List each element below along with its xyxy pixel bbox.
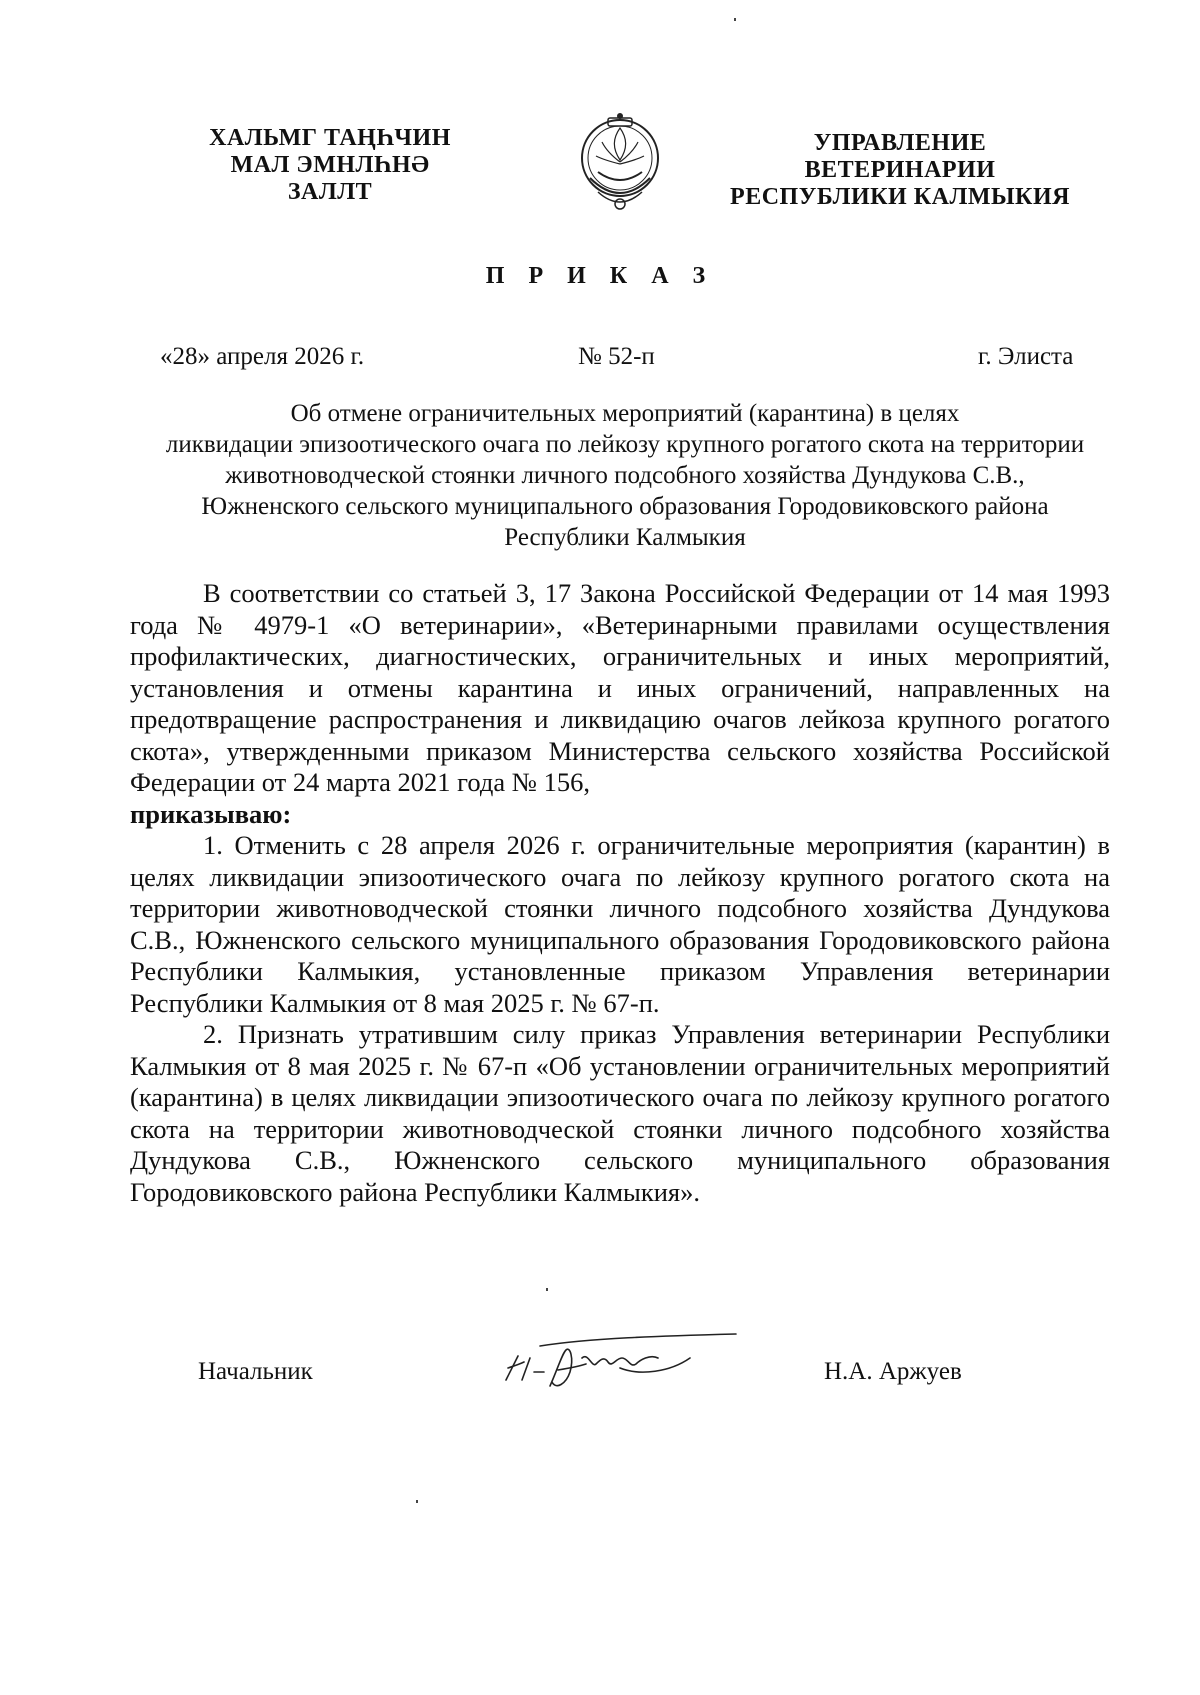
order-body xyxy=(130,578,1110,1208)
order-number: № 52-п xyxy=(578,343,655,370)
order-item-1: 1. Отменить с 28 апреля 2026 г. ограничительные мероприятия (карантин) в целях ликвидации эпизоотического очага по лейкозу крупного рогатого скота на территории животноводческой стоянки личного подсобного хозяйства Дундукова С.В., Южненского сельского муниципального образования Городовиковского района Республики Калмыкия, установленные приказом Управления ветеринарии Республики Калмыкия от 8 мая 2025 г. № 67-п. xyxy=(130,830,1110,1018)
scan-speck xyxy=(416,1500,418,1503)
header-left-line: ХАЛЬМГ ТАҢҺЧИН xyxy=(209,125,451,151)
header-left-line: МАЛ ЭМНЛҺНӘ xyxy=(230,152,430,178)
scan-speck xyxy=(546,1288,548,1291)
emblem-icon xyxy=(568,108,672,218)
scan-speck xyxy=(734,18,736,21)
order-city: г. Элиста xyxy=(978,343,1074,370)
header-right-line: ВЕТЕРИНАРИИ xyxy=(804,157,996,183)
handwritten-signature xyxy=(500,1328,740,1398)
subject-line: Южненского сельского муниципального образования Городовиковского района xyxy=(201,493,1049,520)
order-word: приказываю: xyxy=(130,798,292,829)
signatory-name: Н.А. Аржуев xyxy=(824,1358,962,1385)
order-date: «28» апреля 2026 г. xyxy=(160,343,365,370)
header-right-line: РЕСПУБЛИКИ КАЛМЫКИЯ xyxy=(730,184,1070,210)
header-left-org xyxy=(200,125,460,206)
header-left-line: ЗАЛЛТ xyxy=(287,179,373,205)
subject-line: ликвидации эпизоотического очага по лейкозу крупного рогатого скота на территории xyxy=(165,431,1085,458)
subject-line: Республики Калмыкия xyxy=(504,524,746,551)
header-right-line: УПРАВЛЕНИЕ xyxy=(813,130,987,156)
order-subject xyxy=(130,398,1120,553)
header-right-org xyxy=(730,130,1070,211)
subject-line: Об отмене ограничительных мероприятий (карантина) в целях xyxy=(290,400,960,427)
subject-line: животноводческой стоянки личного подсобного хозяйства Дундукова С.В., xyxy=(225,462,1025,489)
signatory-position: Начальник xyxy=(198,1358,313,1385)
preamble-paragraph: В соответствии со статьей 3, 17 Закона Российской Федерации от 14 мая 1993 года № 4979-1 «О ветеринарии», «Ветеринарными правилами осуществления профилактических, диагностических, ограничительных и иных мероприятий, установления и отмены карантина и иных ограничений, направленных на предотвращение распространения и ликвидацию очагов лейкоза крупного рогатого скота», утвержденными приказом Министерства сельского хозяйства Российской Федерации от 24 марта 2021 года № 156, xyxy=(130,578,1110,797)
order-item-2: 2. Признать утратившим силу приказ Управления ветеринарии Республики Калмыкия от 8 мая 2025 г. № 67-п «Об установлении ограничительных мероприятий (карантина) в целях ликвидации эпизоотического очага по лейкозу крупного рогатого скота на территории животноводческой стоянки личного подсобного хозяйства Дундукова С.В., Южненского сельского муниципального образования Городовиковского района Республики Калмыкия». xyxy=(130,1019,1110,1207)
document-type-title: П Р И К А З xyxy=(485,263,715,289)
